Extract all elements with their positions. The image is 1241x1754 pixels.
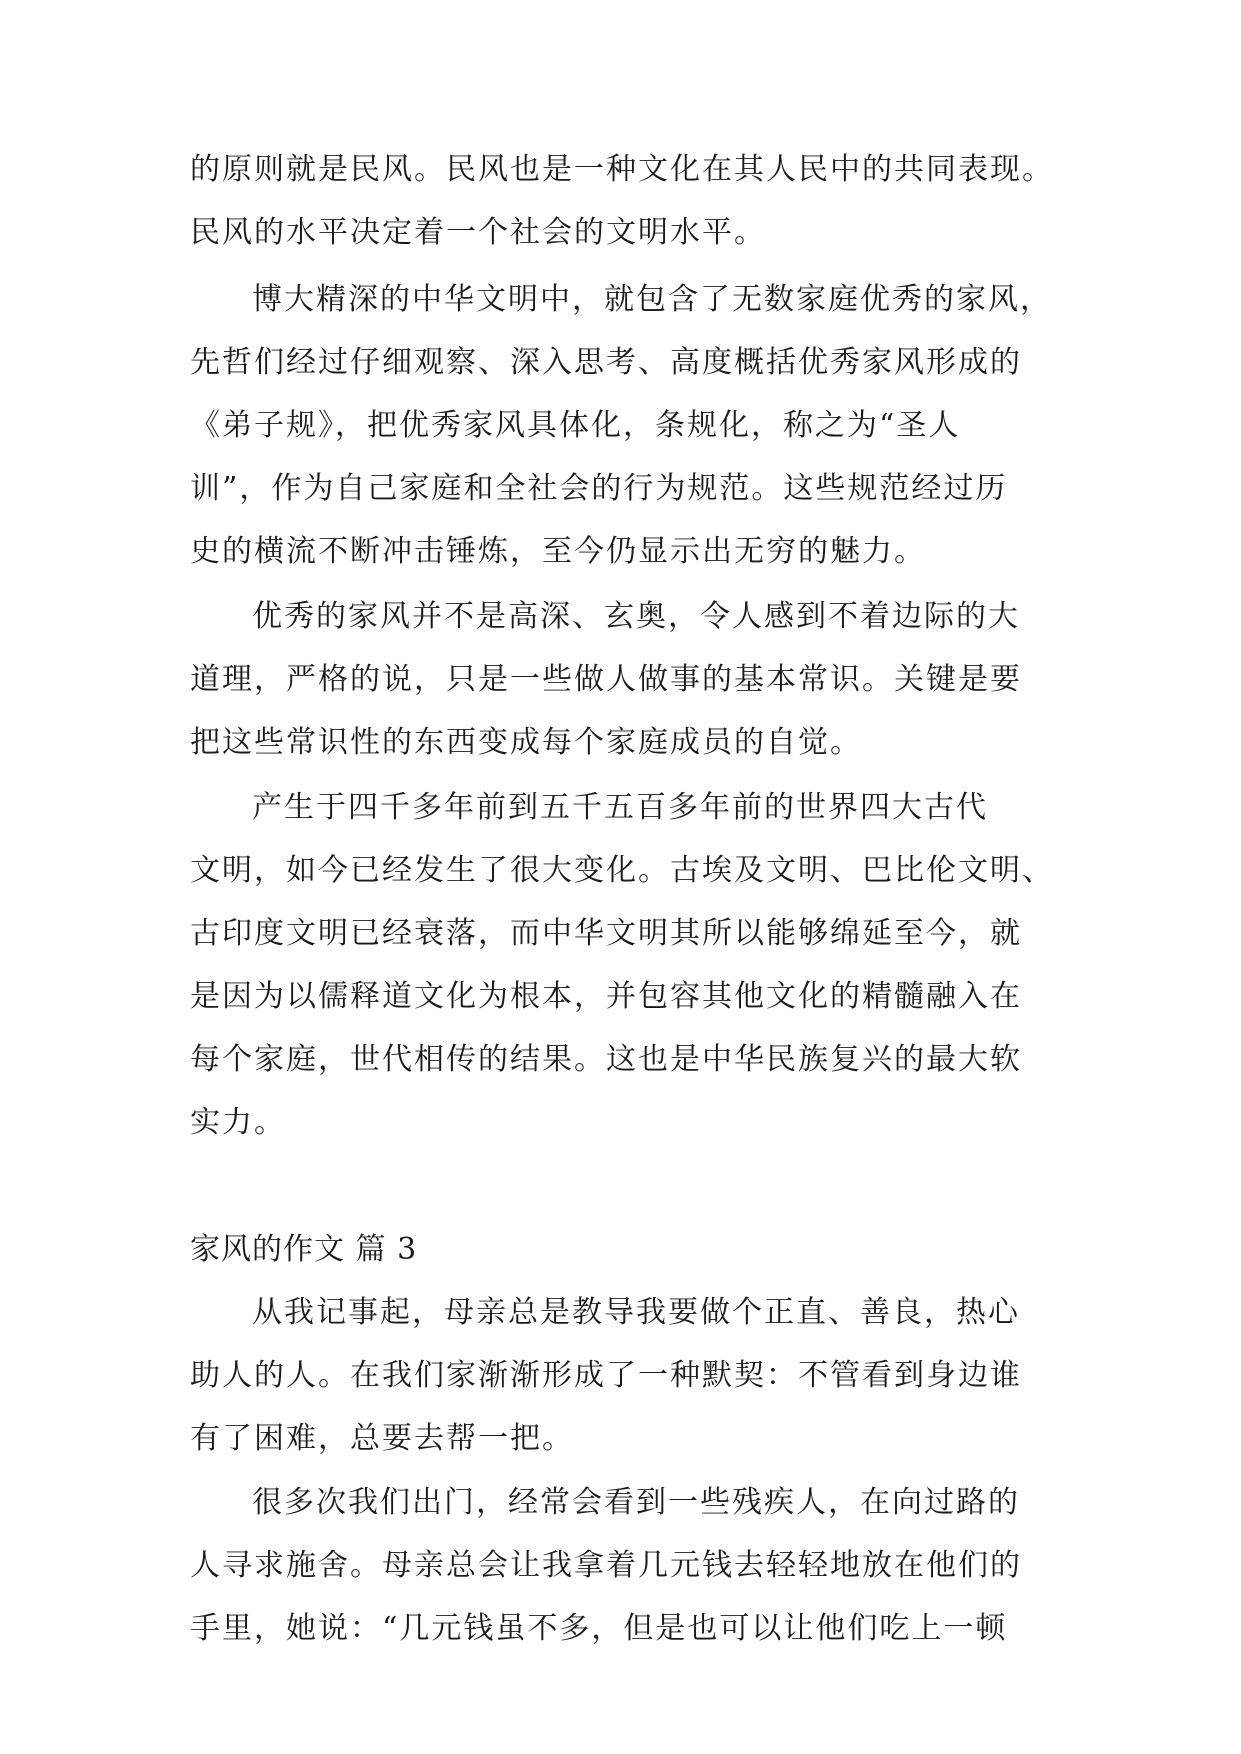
text-line: 手里，她说：“几元钱虽不多，但是也可以让他们吃上一顿: [190, 1611, 1008, 1646]
text-line: 每个家庭，世代相传的结果。这也是中华民族复兴的最大软: [190, 1042, 1022, 1077]
text-line: 有了困难，总要去帮一把。: [190, 1421, 574, 1456]
text-line: 的原则就是民风。民风也是一种文化在其人民中的共同表现。: [190, 152, 1054, 187]
paragraph-first-line: 很多次我们出门，经常会看到一些残疾人，在向过路的: [252, 1485, 1020, 1520]
text-line: 《弟子规》，把优秀家风具体化，条规化，称之为“圣人: [190, 408, 961, 443]
section-heading: 家风的作文 篇 3: [190, 1232, 418, 1267]
text-line: 先哲们经过仔细观察、深入思考、高度概括优秀家风形成的: [190, 345, 1022, 380]
text-line: 把这些常识性的东西变成每个家庭成员的自觉。: [190, 725, 862, 760]
text-line: 训”，作为自己家庭和全社会的行为规范。这些规范经过历: [190, 471, 1008, 506]
text-line: 道理，严格的说，只是一些做人做事的基本常识。关键是要: [190, 662, 1022, 697]
paragraph-first-line: 优秀的家风并不是高深、玄奥，令人感到不着边际的大: [252, 599, 1020, 634]
text-line: 民风的水平决定着一个社会的文明水平。: [190, 215, 766, 250]
text-line: 文明，如今已经发生了很大变化。古埃及文明、巴比伦文明、: [190, 853, 1054, 888]
paragraph-first-line: 产生于四千多年前到五千五百多年前的世界四大古代: [252, 790, 988, 825]
paragraph-first-line: 从我记事起，母亲总是教导我要做个正直、善良，热心: [252, 1295, 1020, 1330]
paragraph-first-line: 博大精深的中华文明中，就包含了无数家庭优秀的家风，: [252, 282, 1052, 317]
text-line: 是因为以儒释道文化为根本，并包容其他文化的精髓融入在: [190, 979, 1022, 1014]
text-line: 古印度文明已经衰落，而中华文明其所以能够绵延至今，就: [190, 916, 1022, 951]
text-line: 人寻求施舍。母亲总会让我拿着几元钱去轻轻地放在他们的: [190, 1548, 1022, 1583]
text-line: 助人的人。在我们家渐渐形成了一种默契：不管看到身边谁: [190, 1358, 1022, 1393]
text-line: 史的横流不断冲击锤炼，至今仍显示出无穷的魅力。: [190, 534, 926, 569]
text-line: 实力。: [190, 1105, 286, 1140]
